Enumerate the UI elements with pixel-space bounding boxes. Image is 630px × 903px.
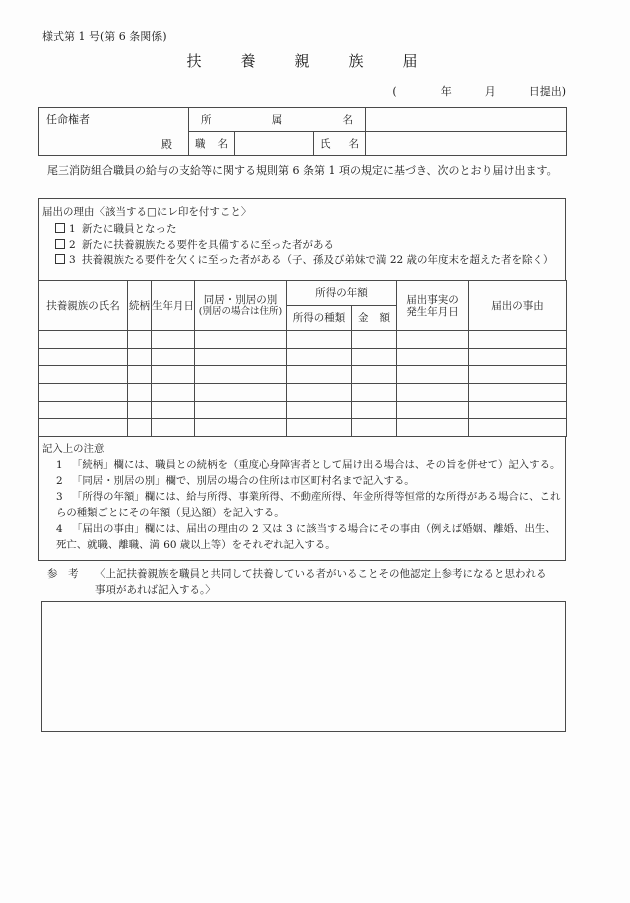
- notes-list: [39, 457, 565, 553]
- name-value-cell: [366, 132, 567, 156]
- affiliation-value-cell: [366, 108, 567, 132]
- cell-cause: [469, 419, 567, 437]
- col-header-fact-date: [397, 281, 469, 331]
- cell-fact-date: [397, 419, 469, 437]
- note-item: [39, 473, 565, 489]
- fact-header-line1: 届出事実の: [406, 293, 459, 306]
- cell-relationship: [128, 366, 152, 384]
- cell-cause: [469, 384, 567, 402]
- reference-entry-box: [41, 601, 566, 732]
- cell-income-amount: [352, 331, 397, 349]
- reference-label: 参 考: [47, 568, 79, 580]
- reason-option-number: 2: [69, 238, 76, 251]
- cell-name: [39, 384, 128, 402]
- reason-option-text: 扶養親族たる要件を欠くに至った者がある（子、孫及び弟妹で満 22 歳の年度末を超えた者を除く）: [82, 254, 554, 266]
- checkbox-icon[interactable]: [55, 223, 65, 233]
- cell-name: [39, 401, 128, 419]
- cell-birth-date: [152, 384, 195, 402]
- note-text: 「続柄」欄には、職員との続柄を（重度心身障害者として届け出る場合は、その旨を併せて）記入する。: [72, 459, 561, 471]
- cell-relationship: [128, 401, 152, 419]
- reason-section: [38, 198, 566, 281]
- appointer-honorific: 殿: [161, 137, 172, 151]
- cell-cause: [469, 401, 567, 419]
- cell-fact-date: [397, 348, 469, 366]
- cell-income-type: [287, 419, 352, 437]
- form-number: 様式第 1 号(第 6 条関係): [42, 30, 167, 43]
- cell-residence: [195, 401, 287, 419]
- cell-income-type: [287, 366, 352, 384]
- submission-date-line: ( 年 月 日提出): [392, 85, 566, 98]
- note-item: [39, 457, 565, 473]
- note-text: 「所得の年額」欄には、給与所得、事業所得、不動産所得、年金所得等恒常的な所得がある場合に、これらの種類ごとにその年額（見込額）を記入する。: [56, 491, 561, 519]
- col-header-income-group: 所得の年額: [287, 281, 397, 306]
- table-row: [39, 366, 567, 384]
- cell-birth-date: [152, 401, 195, 419]
- cell-residence: [195, 331, 287, 349]
- cell-fact-date: [397, 331, 469, 349]
- cell-residence: [195, 366, 287, 384]
- cell-cause: [469, 366, 567, 384]
- reference-note: [47, 566, 557, 598]
- table-row: [39, 384, 567, 402]
- col-header-relationship: 続柄: [128, 281, 152, 331]
- appointer-label: 任命権者: [46, 112, 90, 126]
- cell-birth-date: [152, 419, 195, 437]
- job-title-value-cell: [235, 132, 314, 156]
- cell-relationship: [128, 419, 152, 437]
- note-item: [39, 521, 565, 553]
- reason-option-text: 新たに職員となった: [82, 223, 177, 235]
- reason-option-text: 新たに扶養親族たる要件を具備するに至った者がある: [82, 238, 334, 251]
- cell-fact-date: [397, 401, 469, 419]
- notes-section: [38, 436, 566, 561]
- cell-income-amount: [352, 401, 397, 419]
- table-row: [39, 401, 567, 419]
- cell-income-amount: [352, 419, 397, 437]
- cell-income-amount: [352, 384, 397, 402]
- cell-income-type: [287, 384, 352, 402]
- residence-header-line2: (別居の場合は住所): [198, 305, 283, 317]
- cell-income-amount: [352, 348, 397, 366]
- cell-cause: [469, 331, 567, 349]
- cell-income-type: [287, 348, 352, 366]
- cell-birth-date: [152, 348, 195, 366]
- reference-text-line2: 事項があれば記入する。〉: [95, 584, 216, 596]
- col-header-birth-date: 生年月日: [152, 281, 195, 331]
- table-row: [39, 331, 567, 349]
- appointer-cell: [39, 108, 189, 156]
- notes-heading: 記入上の注意: [42, 443, 105, 455]
- residence-header-line1: 同居・別居の別: [203, 293, 278, 306]
- reason-option: [39, 238, 565, 254]
- checkbox-icon[interactable]: [55, 254, 65, 264]
- cell-name: [39, 348, 128, 366]
- name-label: 氏 名: [314, 132, 366, 156]
- cell-name: [39, 366, 128, 384]
- note-number: 2: [56, 475, 63, 487]
- cell-income-type: [287, 401, 352, 419]
- note-number: 3: [56, 491, 63, 503]
- reason-option-number: 1: [69, 223, 76, 235]
- cell-income-type: [287, 331, 352, 349]
- checkbox-icon[interactable]: [55, 239, 65, 249]
- cell-relationship: [128, 331, 152, 349]
- cell-relationship: [128, 384, 152, 402]
- cell-residence: [195, 384, 287, 402]
- cell-fact-date: [397, 366, 469, 384]
- reason-option-number: 3: [69, 254, 76, 266]
- reference-text-line1: 〈上記扶養親族を職員と共同して扶養している者がいることその他認定上参考になると思われる: [95, 568, 547, 580]
- reason-options: [39, 222, 565, 269]
- col-header-cause: 届出の事由: [469, 281, 567, 331]
- cell-birth-date: [152, 366, 195, 384]
- table-row: [39, 348, 567, 366]
- note-item: [39, 489, 565, 521]
- note-text: 「届出の事由」欄には、届出の理由の 2 又は 3 に該当する場合にその事由（例えば婚姻、離婚、出生、死亡、就職、離職、満 60 歳以上等）をそれぞれ記入する。: [56, 523, 556, 551]
- col-header-income-amount: 金 額: [352, 306, 397, 331]
- note-text: 「同居・別居の別」欄で、別居の場合の住所は市区町村名まで記入する。: [72, 475, 415, 487]
- reference-text: [95, 566, 547, 598]
- cell-name: [39, 331, 128, 349]
- cell-relationship: [128, 348, 152, 366]
- dependents-table-body: [39, 331, 567, 437]
- fact-header-line2: 発生年月日: [406, 305, 459, 318]
- cell-residence: [195, 419, 287, 437]
- reason-option: [39, 222, 565, 238]
- affiliation-label: 所 属 名: [189, 108, 366, 132]
- reason-heading: 届出の理由〈該当する□にレ印を付すこと〉: [42, 206, 252, 218]
- job-title-label: 職 名: [189, 132, 235, 156]
- declaration-statement: 尾三消防組合職員の給与の支給等に関する規則第 6 条第 1 項の規定に基づき、次のとおり届け出ます。: [47, 164, 558, 177]
- form-title: 扶養親族届: [186, 52, 457, 70]
- note-number: 1: [56, 459, 63, 471]
- appointer-table: [38, 107, 567, 156]
- cell-name: [39, 419, 128, 437]
- note-number: 4: [56, 523, 63, 535]
- dependents-table: [38, 280, 567, 437]
- cell-birth-date: [152, 331, 195, 349]
- cell-income-amount: [352, 366, 397, 384]
- cell-cause: [469, 348, 567, 366]
- reason-option: [39, 253, 565, 269]
- table-row: [39, 419, 567, 437]
- cell-residence: [195, 348, 287, 366]
- col-header-name: 扶養親族の氏名: [39, 281, 128, 331]
- cell-fact-date: [397, 384, 469, 402]
- col-header-income-type: 所得の種類: [287, 306, 352, 331]
- col-header-residence: [195, 281, 287, 331]
